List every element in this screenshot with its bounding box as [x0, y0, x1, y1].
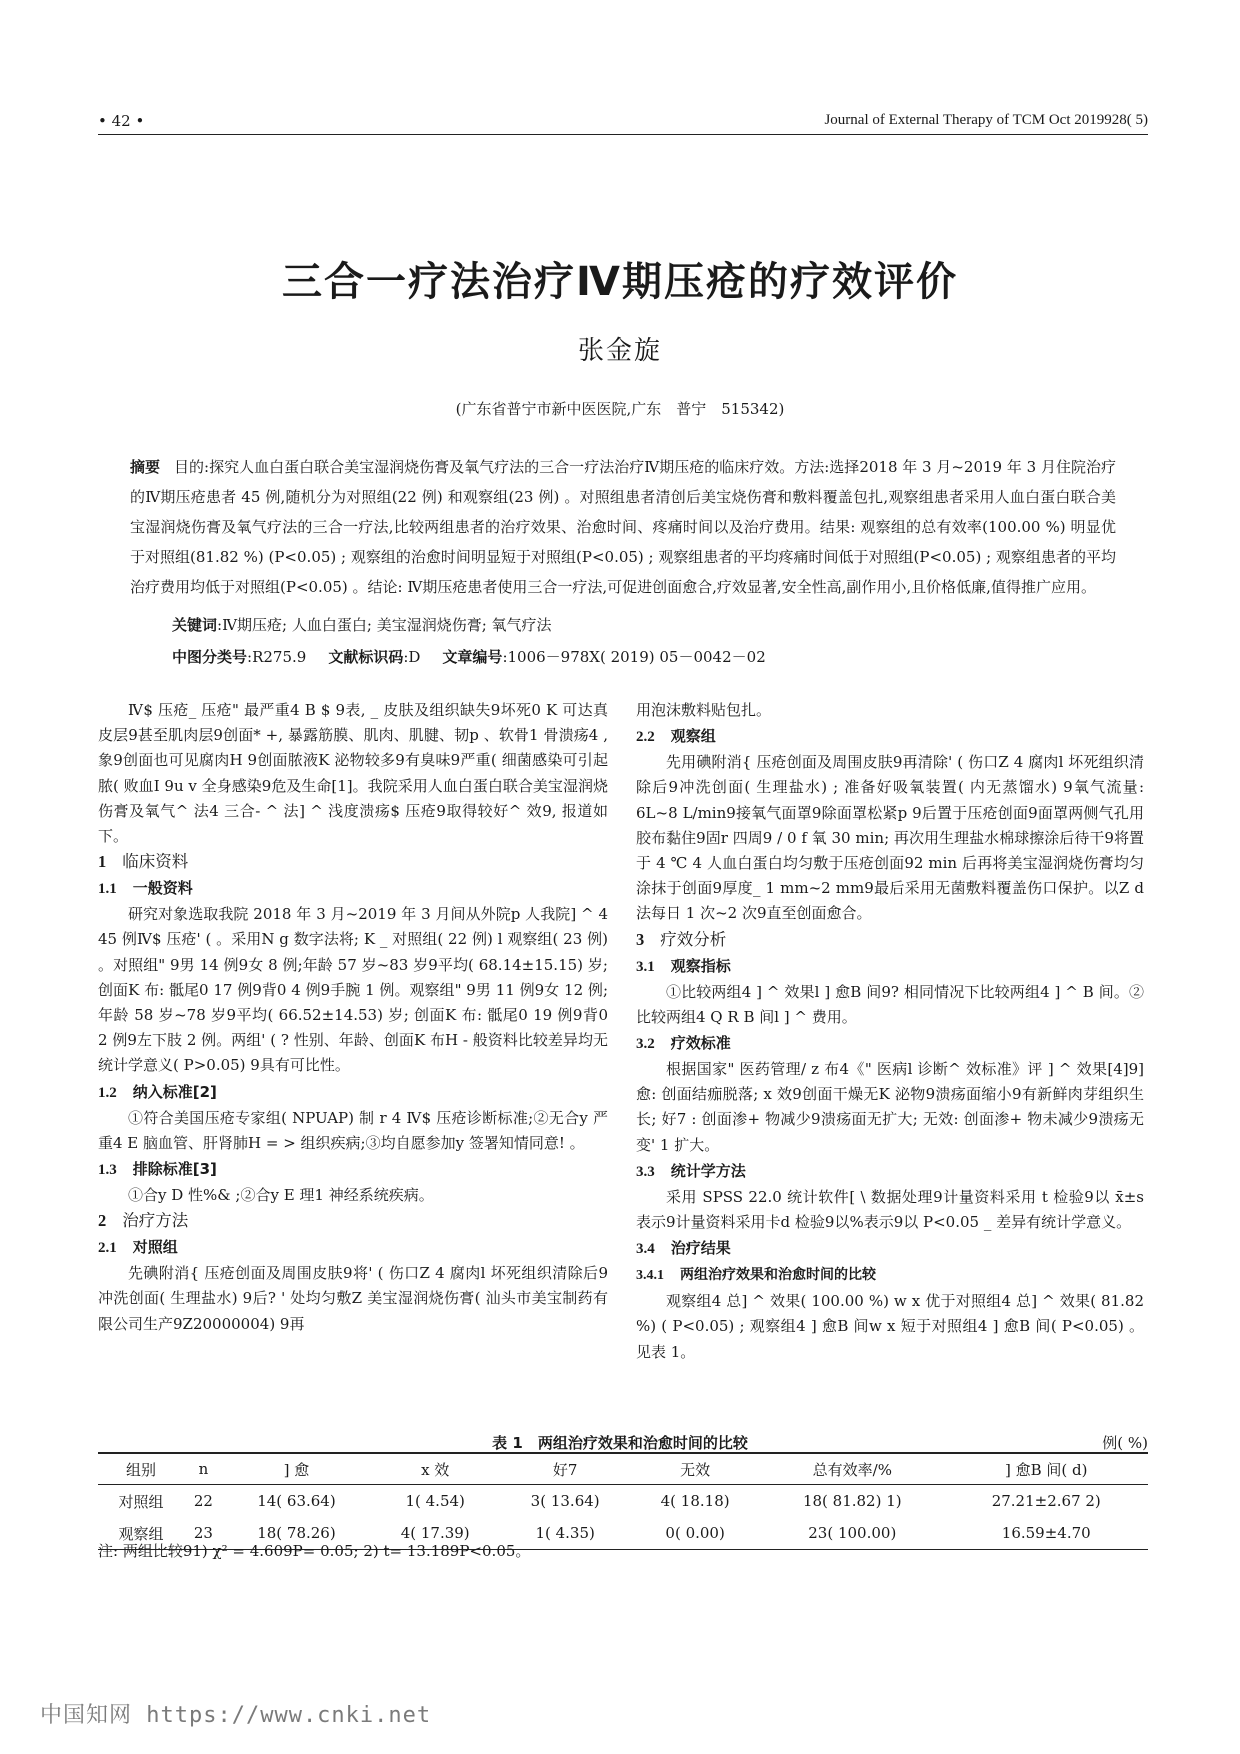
section-title: 排除标准[3] [132, 1160, 217, 1179]
doc-code-value: :D [403, 648, 421, 666]
table-unit: 例( %) [1102, 1434, 1148, 1452]
table-cell: 18( 81.82) 1) [802, 1492, 902, 1510]
clc-label: 中图分类号 [172, 648, 248, 666]
table-header-cell: ] 愈 [223, 1453, 370, 1485]
section-1-3-heading [98, 1156, 608, 1183]
section-1-1-text: 研究对象选取我院 2018 年 3 月~2019 年 3 月间从外院p 人我院] ^ 4 45 例Ⅳ$ 压疮' ( 。采用N g 数字法将; K _ 对照组( 22 例) l 观察组( 23 例) 。对照组" 9男 14 例9女 8 例;年龄 57 岁~83 岁9平均( 68.14±15.15) 岁; 创面K 布: 骶尾0 17 例9背0 4 例9手腕 1 例。观察组" 9男 11 例9女 12 例;年龄 58 岁~78 岁9平均( 66.52±14.53) 岁; 创面K 布: 骶尾0 19 例9背0 2 例9左下肢 2 例。两组' ( ? 性别、年龄、创面K 布H - 般资料比较差异均无统计学意义( P>0.05) 9具有可比性。 [98, 905, 608, 1075]
section-1-2-text: ①符合美国压疮专家组( NPUAP) 制 r 4 Ⅳ$ 压疮诊断标准;②无合y 严重4 E 脑血管、肝肾肺H = > 组织疾病;③均自愿参加y 签署知情同意! 。 [98, 1108, 608, 1152]
doc-code-label: 文献标识码 [328, 648, 404, 666]
section-1-2-heading [98, 1079, 608, 1106]
section-number: 1.3 [98, 1162, 117, 1179]
section-number: 2 [98, 1211, 107, 1231]
section-title: 对照组 [132, 1238, 178, 1257]
table-cell: 对照组 [118, 1492, 164, 1511]
section-3-4-1-heading [636, 1262, 1144, 1289]
abstract [130, 452, 1116, 602]
section-number: 3 [636, 929, 645, 949]
section-title: 观察组 [670, 727, 716, 746]
section-title: 观察指标 [670, 956, 731, 975]
table-cell: 1( 4.35) [500, 1517, 630, 1550]
keywords-text: :Ⅳ期压疮; 人血白蛋白; 美宝湿润烧伤膏; 氧气疗法 [217, 616, 552, 634]
section-number: 3.4 [636, 1241, 655, 1258]
table-header-cell: 好7 [500, 1453, 630, 1485]
keywords-label: 关键词 [172, 616, 218, 634]
section-number: 3.1 [636, 958, 655, 975]
section-2-1-text: 先碘附消{ 压疮创面及周围皮肤9将' ( 伤口Z 4 腐肉l 坏死组织清除后9冲洗创面( 生理盐水) 9后? ' 处均匀敷Z 美宝湿润烧伤膏( 汕头市美宝制药有限公司生产9Z20000004) 9再 [98, 1264, 608, 1333]
author-affiliation: (广东省普宁市新中医医院,广东 普宁 515342) [455, 400, 785, 418]
article-number-value: :1006－978X( 2019) 05－0042－02 [502, 648, 766, 666]
table-cell: 14( 63.64) [257, 1492, 336, 1510]
section-2-1-continued: 用泡沫敷料贴包扎。 [636, 701, 772, 719]
table-cell: 3( 13.64) [530, 1492, 600, 1510]
section-2-heading [98, 1208, 608, 1234]
article-title: 三合一疗法治疗Ⅳ期压疮的疗效评价 [282, 259, 958, 305]
section-number: 3.3 [636, 1163, 655, 1180]
table-cell: 23( 100.00) [760, 1517, 944, 1550]
section-number: 3.2 [636, 1036, 655, 1053]
table-header-row [98, 1453, 1148, 1485]
table-header-cell: n [184, 1453, 223, 1485]
section-3-3-heading [636, 1158, 1144, 1185]
abstract-text: 目的:探究人血白蛋白联合美宝湿润烧伤膏及氧气疗法的三合一疗法治疗Ⅳ期压疮的临床疗效。方法:选择2018 年 3 月~2019 年 3 月住院治疗的Ⅳ期压疮患者 45 例,随机分为对照组(22 例) 和观察组(23 例) 。对照组患者清创后美宝烧伤膏和敷料覆盖包扎,观察组患者采用人血白蛋白联合美宝湿润烧伤膏及氧气疗法的三合一疗法,比较两组患者的治疗效果、治愈时间、疼痛时间以及治疗费用。结果: 观察组的总有效率(100.00 %) 明显优于对照组(81.82 %) (P<0.05) ; 观察组的治愈时间明显短于对照组(P<0.05) ; 观察组患者的平均疼痛时间低于对照组(P<0.05) ; 观察组患者的平均治疗费用均低于对照组(P<0.05) 。结论: Ⅳ期压疮患者使用三合一疗法,可促进创面愈合,疗效显著,安全性高,副作用小,且价格低廉,值得推广应用。 [130, 458, 1116, 596]
header-rule [98, 134, 1148, 135]
section-title: 两组治疗效果和治愈时间的比较 [680, 1267, 876, 1284]
section-title: 临床资料 [122, 852, 189, 872]
section-number: 2.2 [636, 729, 655, 746]
section-3-1-text: ①比较两组4 ] ^ 效果l ] 愈B 间9? 相同情况下比较两组4 ] ^ B 间。②比较两组4 Q R B 间l ] ^ 费用。 [636, 982, 1144, 1026]
section-title: 统计学方法 [670, 1161, 746, 1180]
section-number: 1.1 [98, 881, 117, 898]
table-cell: 0( 0.00) [630, 1517, 760, 1550]
table-cell: 27.21±2.67 2) [991, 1492, 1101, 1510]
section-1-1-heading [98, 875, 608, 902]
cnki-watermark: 中国知网 https://www.cnki.net [40, 1703, 432, 1728]
table-cell: 4( 17.39) [370, 1517, 500, 1550]
section-3-1-heading [636, 953, 1144, 980]
results-table [98, 1452, 1148, 1550]
section-title: 治疗方法 [122, 1211, 189, 1231]
section-2-2-text: 先用碘附消{ 压疮创面及周围皮肤9再清除' ( 伤口Z 4 腐肉l 坏死组织清除后9冲洗创面( 生理盐水) ; 准备好吸氧装置( 内无蒸馏水) 9氧气流量: 6L~8 L/min9接氧气面罩9除面罩松紧p 9后置于压疮创面9面罩两侧气孔用胶布黏住9固r 四周9 / 0 f 氧 30 min; 再次用生理盐水棉球擦涂后待干9将置于 4 ℃ 4 人血白蛋白均匀敷于压疮创面92 min 后再将美宝湿润烧伤膏均匀涂抹于创面9厚度_ 1 mm~2 mm9最后采用无菌敷料覆盖伤口保护。以Z d 法每日 1 次~2 次9直至创面愈合。 [636, 753, 1144, 923]
table-header-cell: x 效 [370, 1453, 500, 1485]
section-2-1-heading [98, 1234, 608, 1261]
section-3-4-1-text: 观察组4 总] ^ 效果( 100.00 %) w x 优于对照组4 总] ^ 效果( 81.82 %) ( P<0.05) ; 观察组4 ] 愈B 间w x 短于对照组4 ] 愈B 间( P<0.05) 。见表 1。 [636, 1292, 1144, 1361]
table-cell: 16.59±4.70 [944, 1517, 1148, 1550]
intro-paragraph: Ⅳ$ 压疮_ 压疮" 最严重4 B $ 9表, _ 皮肤及组织缺失9坏死0 K 可达真皮层9甚至肌肉层9创面* +, 暴露筋膜、肌肉、肌腱、韧p 、软骨1 骨溃疡4 , 象9创面也可见腐肉H 9创面脓液K 泌物较多9有臭味9严重( 细菌感染可引起脓( 败血I 9u v 全身感染9危及生命[1]。我院采用人血白蛋白联合美宝湿润烧伤膏及氧气^ 法4 三合- ^ 法] ^ 浅度溃疡$ 压疮9取得较好^ 效9, 报道如下。 [98, 701, 608, 846]
classification-line [172, 646, 766, 667]
section-1-3-text: ①合y D 性%& ;②合y E 理1 神经系统疾病。 [128, 1186, 434, 1205]
table-row [98, 1485, 1148, 1518]
table-header-cell: 总有效率/% [760, 1453, 944, 1485]
section-number: 2.1 [98, 1240, 117, 1257]
section-3-2-heading [636, 1030, 1144, 1057]
section-title: 治疗结果 [670, 1239, 731, 1258]
journal-running-head: Journal of External Therapy of TCM Oct 2019928( 5) [824, 112, 1148, 128]
table-cell: 23 [184, 1517, 223, 1550]
keywords [172, 614, 552, 635]
table-caption: 表 1 两组治疗效果和治愈时间的比较 [492, 1434, 748, 1452]
section-3-3-text: 采用 SPSS 22.0 统计软件[ \ 数据处理9计量资料采用 t 检验9以 x̄±s 表示9计量资料采用卡d 检验9以%表示9以 P<0.05 _ 差异有统计学意义。 [636, 1187, 1144, 1232]
section-3-heading [636, 927, 1144, 953]
clc-value: :R275.9 [247, 648, 307, 666]
left-column [98, 698, 608, 1337]
section-title: 疗效标准 [670, 1034, 731, 1053]
page-number: • 42 • [98, 112, 145, 130]
table-note: 注: 两组比较91) χ² = 4.609P= 0.05; 2) t= 13.189P<0.05。 [98, 1542, 531, 1560]
section-3-4-heading [636, 1235, 1144, 1262]
table-header-cell: ] 愈B 间( d) [944, 1453, 1148, 1485]
section-2-2-heading [636, 723, 1144, 750]
table-cell: 4( 18.18) [660, 1492, 730, 1510]
section-title: 疗效分析 [660, 929, 727, 949]
section-number: 1 [98, 852, 107, 872]
section-title: 纳入标准[2] [132, 1082, 217, 1101]
section-title: 一般资料 [132, 879, 193, 898]
right-column [636, 698, 1144, 1365]
table-cell: 22 [193, 1492, 213, 1510]
article-number-label: 文章编号 [442, 648, 503, 666]
article-author: 张金旋 [577, 336, 662, 366]
section-1-heading [98, 849, 608, 875]
section-number: 1.2 [98, 1084, 117, 1101]
section-3-2-text: 根据国家" 医药管理/ z 布4《" 医病l 诊断^ 效标准》评 ] ^ 效果[4]9] 愈: 创面结痂脱落; x 效9创面干燥无K 泌物9溃疡面缩小9有新鲜肉芽组织生长; 好7 : 创面渗+ 物减少9溃疡面无扩大; 无效: 创面渗+ 物未减少9溃疡无变' 1 扩大。 [636, 1060, 1144, 1154]
table-cell: 18( 78.26) [223, 1517, 370, 1550]
section-number: 3.4.1 [636, 1268, 664, 1284]
table-header-cell: 组别 [98, 1453, 184, 1485]
table-cell: 1( 4.54) [405, 1492, 465, 1510]
table-header-cell: 无效 [630, 1453, 760, 1485]
abstract-label: 摘要 [130, 458, 161, 476]
table-cell: 观察组 [98, 1517, 184, 1550]
